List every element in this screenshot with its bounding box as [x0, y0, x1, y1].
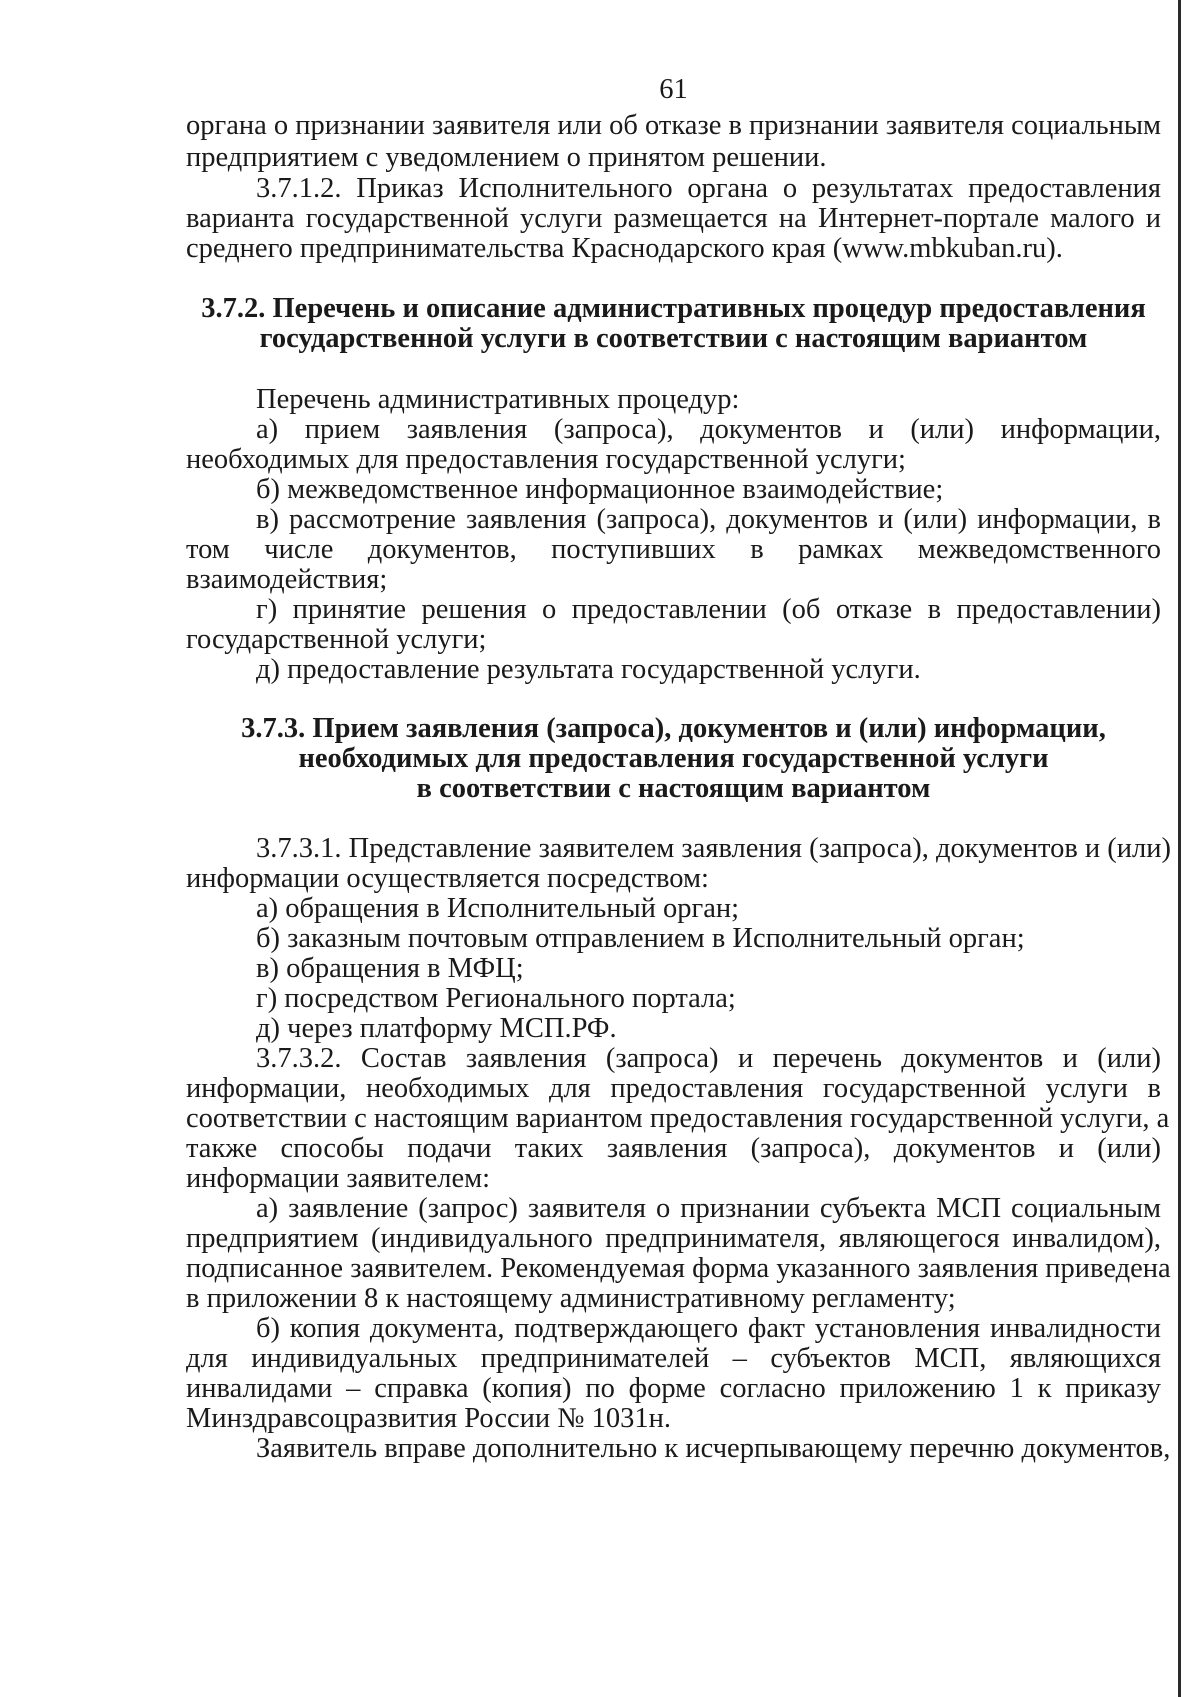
- section-heading: 3.7.3. Прием заявления (запроса), документов и (или) информации,: [241, 713, 1106, 744]
- text-line: для индивидуальных предпринимателей – субъектов МСП, являющихся: [186, 1343, 1161, 1374]
- text-line: среднего предпринимательства Краснодарского края (www.mbkuban.ru).: [186, 233, 1063, 264]
- list-item: д) предоставление результата государственной услуги.: [256, 654, 921, 685]
- section-heading: 3.7.2. Перечень и описание административных процедур предоставления: [201, 293, 1146, 324]
- text-line: информации осуществляется посредством:: [186, 863, 709, 894]
- text-line: Заявитель вправе дополнительно к исчерпывающему перечню документов,: [256, 1433, 1171, 1464]
- list-item: б) заказным почтовым отправлением в Исполнительный орган;: [256, 923, 1025, 954]
- list-item: а) прием заявления (запроса), документов и (или) информации,: [256, 414, 1161, 445]
- list-item: б) межведомственное информационное взаимодействие;: [256, 474, 944, 505]
- text-line: подписанное заявителем. Рекомендуемая форма указанного заявления приведена: [186, 1253, 1171, 1284]
- page-number: 61: [659, 74, 688, 105]
- text-line: предприятием (индивидуального предпринимателя, являющегося инвалидом),: [186, 1223, 1161, 1254]
- text-line: Минздравсоцразвития России № 1031н.: [186, 1403, 671, 1434]
- section-heading: государственной услуги в соответствии с настоящим вариантом: [259, 323, 1088, 354]
- text-line: взаимодействия;: [186, 564, 388, 595]
- text-line: также способы подачи таких заявления (запроса), документов и (или): [186, 1133, 1161, 1164]
- text-line: информации заявителем:: [186, 1163, 491, 1194]
- text-line: 3.7.1.2. Приказ Исполнительного органа о результатах предоставления: [256, 173, 1161, 204]
- text-line: предприятием с уведомлением о принятом решении.: [186, 142, 827, 173]
- text-line: информации, необходимых для предоставления государственной услуги в: [186, 1073, 1161, 1104]
- list-item: д) через платформу МСП.РФ.: [256, 1013, 617, 1044]
- text-line: 3.7.3.1. Представление заявителем заявления (запроса), документов и (или): [256, 833, 1172, 864]
- list-item: г) посредством Регионального портала;: [256, 983, 736, 1014]
- text-line: государственной услуги;: [186, 624, 487, 655]
- list-item: в) обращения в МФЦ;: [256, 953, 524, 984]
- list-item: а) обращения в Исполнительный орган;: [256, 893, 740, 924]
- text-line: необходимых для предоставления государственной услуги;: [186, 444, 906, 475]
- scan-edge-line: [1178, 0, 1181, 1697]
- list-item: в) рассмотрение заявления (запроса), документов и (или) информации, в: [256, 504, 1161, 535]
- text-line: 3.7.3.2. Состав заявления (запроса) и перечень документов и (или): [256, 1043, 1161, 1074]
- list-item: а) заявление (запрос) заявителя о признании субъекта МСП социальным: [256, 1193, 1161, 1224]
- text-line: том числе документов, поступивших в рамках межведомственного: [186, 534, 1161, 565]
- text-line: в приложении 8 к настоящему административному регламенту;: [186, 1283, 956, 1314]
- text-line: варианта государственной услуги размещается на Интернет-портале малого и: [186, 203, 1161, 234]
- section-heading: в соответствии с настоящим вариантом: [416, 773, 931, 804]
- list-item: б) копия документа, подтверждающего факт установления инвалидности: [256, 1313, 1161, 1344]
- list-item: г) принятие решения о предоставлении (об отказе в предоставлении): [256, 594, 1161, 625]
- text-line: органа о признании заявителя или об отказе в признании заявителя социальным: [186, 110, 1162, 141]
- text-line: соответствии с настоящим вариантом предоставления государственной услуги, а: [186, 1103, 1170, 1134]
- text-line: Перечень административных процедур:: [256, 384, 740, 415]
- section-heading: необходимых для предоставления государственной услуги: [298, 743, 1049, 774]
- text-line: инвалидами – справка (копия) по форме согласно приложению 1 к приказу: [186, 1373, 1161, 1404]
